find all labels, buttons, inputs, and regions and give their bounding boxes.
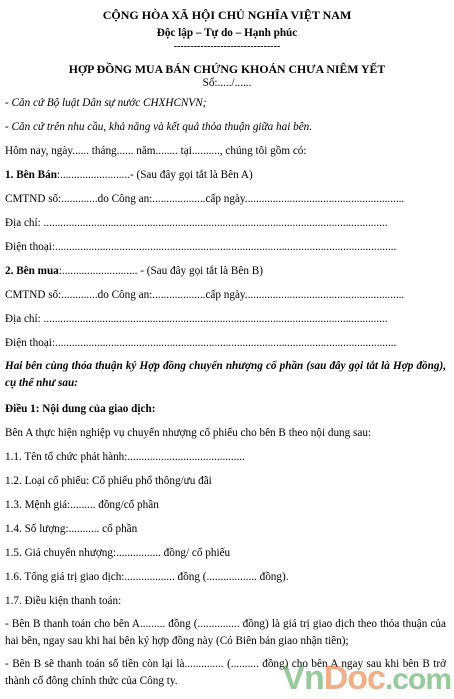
agreement-statement: Hai bên cùng thỏa thuận ký Hợp đồng chuyển nhượng cổ phần (sau đây gọi tắt là Hợp đồng), cụ thể như sau: (5, 360, 446, 389)
payment-clause-2: - Bên B sẽ thanh toán số tiền còn lại là.............. (.......... đồng) cho bên A ngay sau khi bên B trở thành cổ đông chính thức của Công ty. (5, 658, 446, 687)
party-b-id: CMTND số:.............do Công an:...................cấp ngày......................................................... (5, 289, 405, 301)
document-title: HỢP ĐỒNG MUA BÁN CHỨNG KHOÁN CHƯA NIÊM YẾT (68, 62, 386, 76)
party-a-label: 1. Bên Bán (5, 169, 57, 181)
national-motto: Độc lập – Tự do – Hạnh phúc (156, 27, 298, 39)
intro-line: Hôm nay, ngày...... tháng...... năm........ tại.........., chúng tôi gồm có: (5, 145, 307, 157)
party-b-address: Địa chỉ: ........................................................................................................................... (5, 313, 388, 325)
divider-line: -------------------------------- (173, 41, 281, 52)
article-1-intro: Bên A thực hiện nghiệp vụ chuyển nhượng cổ phiếu cho bên B theo nội dung sau: (5, 427, 372, 439)
item-par-value: 1.3. Mệnh giá:......... đồng/cổ phần (5, 499, 159, 511)
document-number: Số:...../...... (202, 77, 252, 89)
party-a-heading-rest: :.........................- (Sau đây gọi tắt là Bên A) (56, 169, 253, 181)
item-transfer-price: 1.5. Giá chuyển nhượng:................ đồng/ cổ phiếu (5, 547, 231, 559)
party-b-heading-rest: :........................... - (Sau đây gọi tắt là Bên B) (58, 265, 263, 277)
basis-agreement: - Căn cứ trên nhu cầu, khả năng và kết quả thỏa thuận giữa hai bên. (5, 121, 313, 133)
item-issuer: 1.1. Tên tổ chức phát hành:.......................................... (5, 451, 245, 463)
item-payment-terms: 1.7. Điều kiện thanh toán: (5, 595, 122, 607)
country-name: CỘNG HÒA XÃ HỘI CHỦ NGHĨA VIỆT NAM (102, 8, 352, 22)
watermark-vn: Vn (282, 659, 324, 697)
payment-clause-1: - Bên B thanh toán cho bên A......... đồng (............... đồng) là giá trị giao dịch theo thỏa thuận của hai bên, ngay sau khi hai bên ký hợp đồng này (Có Biên bản giao nhận tiền); (5, 618, 446, 647)
party-a-id: CMTND số:.............do Công an:...................cấp ngày......................................................... (5, 193, 405, 205)
party-b-heading (5, 264, 446, 278)
party-b-label: 2. Bên mua (5, 265, 59, 277)
party-a-address: Địa chỉ: ........................................................................................................................... (5, 217, 388, 229)
party-a-heading (5, 168, 446, 182)
watermark-com: .com (384, 663, 451, 696)
watermark-doc: Doc (323, 659, 385, 697)
party-a-phone: Điện thoại:.......................................................................................................................... (5, 241, 397, 253)
article-1-title: Điều 1: Nội dung của giao dịch: (5, 403, 156, 415)
basis-civil-code: - Căn cứ Bộ luật Dân sự nước CHXHCNVN; (5, 97, 207, 109)
item-total-value: 1.6. Tổng giá trị giao dịch:.................. đồng (.................. đồng). (5, 571, 289, 583)
item-share-type: 1.2. Loại cổ phiếu: Cổ phiếu phổ thông/ưu đãi (5, 475, 212, 487)
party-b-phone: Điện thoại:.......................................................................................................................... (5, 337, 397, 349)
item-quantity: 1.4. Số lượng:........... cổ phần (5, 523, 138, 535)
